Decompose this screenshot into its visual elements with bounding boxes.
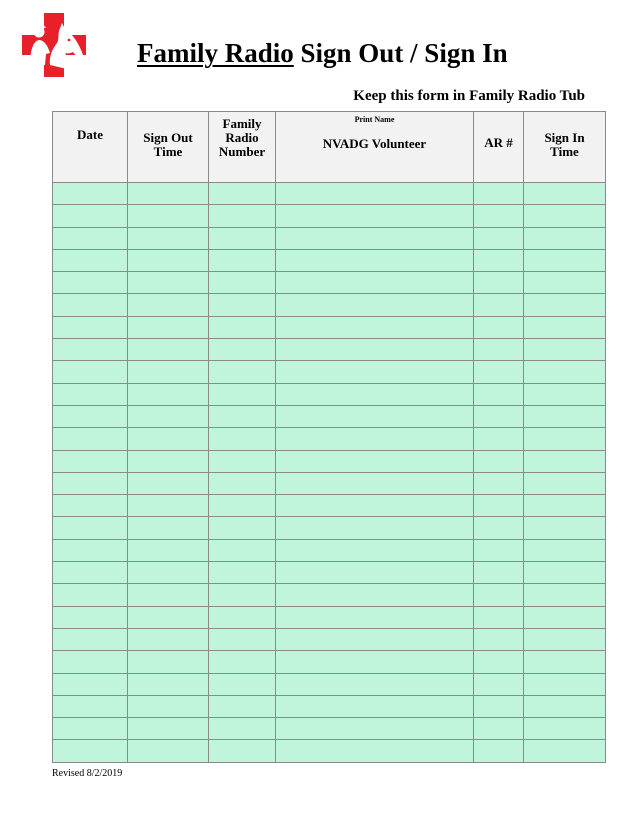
- cell-ar-number[interactable]: [474, 606, 524, 628]
- cell-radio-number[interactable]: [209, 205, 276, 227]
- cell-radio-number[interactable]: [209, 316, 276, 338]
- cell-ar-number[interactable]: [474, 294, 524, 316]
- cell-ar-number[interactable]: [474, 695, 524, 717]
- table-header-row: [53, 112, 606, 183]
- cell-radio-number[interactable]: [209, 227, 276, 249]
- cell-sign-in-time[interactable]: [524, 740, 606, 762]
- table-row: [53, 227, 606, 249]
- cell-sign-out-time[interactable]: [128, 294, 209, 316]
- table-row: [53, 361, 606, 383]
- table-row: [53, 383, 606, 405]
- table-row: [53, 428, 606, 450]
- cell-radio-number[interactable]: [209, 249, 276, 271]
- table-row: [53, 495, 606, 517]
- table-row: [53, 405, 606, 427]
- page-title: [137, 36, 557, 70]
- cell-radio-number[interactable]: [209, 628, 276, 650]
- table-row: [53, 584, 606, 606]
- cell-sign-in-time[interactable]: [524, 249, 606, 271]
- cell-radio-number[interactable]: [209, 495, 276, 517]
- cell-date[interactable]: [53, 562, 128, 584]
- cell-radio-number[interactable]: [209, 539, 276, 561]
- cell-sign-out-time[interactable]: [128, 361, 209, 383]
- table-body: [53, 183, 606, 763]
- cell-radio-number[interactable]: [209, 428, 276, 450]
- cell-ar-number[interactable]: [474, 472, 524, 494]
- cell-sign-out-time[interactable]: [128, 584, 209, 606]
- cell-sign-in-time[interactable]: [524, 673, 606, 695]
- cell-sign-out-time[interactable]: [128, 562, 209, 584]
- cell-volunteer-name[interactable]: [276, 339, 474, 361]
- column-header-date-label: Date: [77, 127, 103, 142]
- cell-date[interactable]: [53, 294, 128, 316]
- cell-ar-number[interactable]: [474, 651, 524, 673]
- cell-sign-out-time[interactable]: [128, 695, 209, 717]
- cell-sign-out-time[interactable]: [128, 227, 209, 249]
- cell-ar-number[interactable]: [474, 740, 524, 762]
- cell-volunteer-name[interactable]: [276, 740, 474, 762]
- cell-volunteer-name[interactable]: [276, 249, 474, 271]
- cell-sign-in-time[interactable]: [524, 428, 606, 450]
- cell-volunteer-name[interactable]: [276, 584, 474, 606]
- cell-date[interactable]: [53, 428, 128, 450]
- cell-ar-number[interactable]: [474, 584, 524, 606]
- cell-ar-number[interactable]: [474, 383, 524, 405]
- cell-ar-number[interactable]: [474, 628, 524, 650]
- cell-ar-number[interactable]: [474, 249, 524, 271]
- column-header-volunteer-label: NVADG Volunteer: [322, 136, 427, 151]
- cell-sign-in-time[interactable]: [524, 339, 606, 361]
- cell-ar-number[interactable]: [474, 361, 524, 383]
- cell-radio-number[interactable]: [209, 339, 276, 361]
- cell-sign-in-time[interactable]: [524, 316, 606, 338]
- cell-sign-out-time[interactable]: [128, 405, 209, 427]
- table-row: [53, 695, 606, 717]
- cell-radio-number[interactable]: [209, 562, 276, 584]
- cell-sign-out-time[interactable]: [128, 628, 209, 650]
- column-header-sign-in-time-label: Time: [550, 144, 579, 159]
- cell-volunteer-name[interactable]: [276, 227, 474, 249]
- cell-date[interactable]: [53, 249, 128, 271]
- cell-volunteer-name[interactable]: [276, 383, 474, 405]
- cell-volunteer-name[interactable]: [276, 428, 474, 450]
- table-row: [53, 740, 606, 762]
- cell-sign-out-time[interactable]: [128, 539, 209, 561]
- cell-date[interactable]: [53, 495, 128, 517]
- cell-sign-in-time[interactable]: [524, 450, 606, 472]
- cell-radio-number[interactable]: [209, 361, 276, 383]
- table-row: [53, 339, 606, 361]
- cell-sign-out-time[interactable]: [128, 495, 209, 517]
- cell-ar-number[interactable]: [474, 495, 524, 517]
- cell-date[interactable]: [53, 405, 128, 427]
- column-header-radio-number: [209, 112, 276, 183]
- table-row: [53, 606, 606, 628]
- cell-radio-number[interactable]: [209, 651, 276, 673]
- cell-sign-in-time[interactable]: [524, 584, 606, 606]
- cell-sign-in-time[interactable]: [524, 562, 606, 584]
- sign-out-table: [52, 111, 606, 763]
- cell-date[interactable]: [53, 695, 128, 717]
- column-header-ar-label: AR #: [484, 135, 513, 150]
- cell-sign-in-time[interactable]: [524, 651, 606, 673]
- cell-volunteer-name[interactable]: [276, 651, 474, 673]
- cell-date[interactable]: [53, 227, 128, 249]
- cell-ar-number[interactable]: [474, 272, 524, 294]
- cell-sign-out-time[interactable]: [128, 249, 209, 271]
- table-row: [53, 651, 606, 673]
- cell-date[interactable]: [53, 606, 128, 628]
- cell-sign-in-time[interactable]: [524, 227, 606, 249]
- table-row: [53, 628, 606, 650]
- title-family-radio: Family Radio: [137, 38, 294, 68]
- cell-sign-out-time[interactable]: [128, 673, 209, 695]
- cell-sign-in-time[interactable]: [524, 695, 606, 717]
- cell-sign-in-time[interactable]: [524, 294, 606, 316]
- cell-sign-out-time[interactable]: [128, 339, 209, 361]
- cell-volunteer-name[interactable]: [276, 450, 474, 472]
- table-row: [53, 539, 606, 561]
- table-row: [53, 450, 606, 472]
- table-row: [53, 562, 606, 584]
- cell-sign-in-time[interactable]: [524, 272, 606, 294]
- cell-radio-number[interactable]: [209, 272, 276, 294]
- cell-ar-number[interactable]: [474, 405, 524, 427]
- cell-sign-in-time[interactable]: [524, 495, 606, 517]
- cell-volunteer-name[interactable]: [276, 562, 474, 584]
- cell-radio-number[interactable]: [209, 472, 276, 494]
- table-row: [53, 718, 606, 740]
- cell-date[interactable]: [53, 651, 128, 673]
- cell-volunteer-name[interactable]: [276, 628, 474, 650]
- cell-radio-number[interactable]: [209, 405, 276, 427]
- cell-date[interactable]: [53, 740, 128, 762]
- cell-ar-number[interactable]: [474, 339, 524, 361]
- cell-radio-number[interactable]: [209, 718, 276, 740]
- cell-sign-in-time[interactable]: [524, 606, 606, 628]
- cell-sign-in-time[interactable]: [524, 205, 606, 227]
- cell-ar-number[interactable]: [474, 562, 524, 584]
- table-row: [53, 316, 606, 338]
- cell-date[interactable]: [53, 539, 128, 561]
- cell-volunteer-name[interactable]: [276, 495, 474, 517]
- cell-radio-number[interactable]: [209, 695, 276, 717]
- cell-ar-number[interactable]: [474, 227, 524, 249]
- cell-volunteer-name[interactable]: [276, 361, 474, 383]
- column-header-sign-in-time: [524, 112, 606, 183]
- cell-date[interactable]: [53, 673, 128, 695]
- cell-sign-out-time[interactable]: [128, 517, 209, 539]
- cell-volunteer-name[interactable]: [276, 294, 474, 316]
- column-header-date: [53, 112, 128, 183]
- cell-date[interactable]: [53, 205, 128, 227]
- cell-ar-number[interactable]: [474, 517, 524, 539]
- table-row: [53, 673, 606, 695]
- cell-radio-number[interactable]: [209, 673, 276, 695]
- cell-ar-number[interactable]: [474, 316, 524, 338]
- cell-volunteer-name[interactable]: [276, 695, 474, 717]
- cell-volunteer-name[interactable]: [276, 205, 474, 227]
- cell-radio-number[interactable]: [209, 183, 276, 205]
- cell-sign-out-time[interactable]: [128, 472, 209, 494]
- cell-volunteer-name[interactable]: [276, 517, 474, 539]
- cell-volunteer-name[interactable]: [276, 673, 474, 695]
- cell-ar-number[interactable]: [474, 205, 524, 227]
- table-row: [53, 249, 606, 271]
- table-row: [53, 472, 606, 494]
- cell-date[interactable]: [53, 339, 128, 361]
- cell-sign-out-time[interactable]: [128, 718, 209, 740]
- cell-radio-number[interactable]: [209, 450, 276, 472]
- cell-sign-in-time[interactable]: [524, 383, 606, 405]
- title-rest: Sign Out / Sign In: [293, 38, 508, 68]
- cell-sign-in-time[interactable]: [524, 183, 606, 205]
- cell-radio-number[interactable]: [209, 294, 276, 316]
- column-header-sign-out-time-label: Time: [153, 144, 183, 159]
- cell-sign-out-time[interactable]: [128, 383, 209, 405]
- cell-sign-out-time[interactable]: [128, 651, 209, 673]
- column-header-print-name-label: Print Name: [354, 115, 395, 124]
- cell-date[interactable]: [53, 383, 128, 405]
- cell-volunteer-name[interactable]: [276, 472, 474, 494]
- cell-radio-number[interactable]: [209, 606, 276, 628]
- cell-sign-in-time[interactable]: [524, 472, 606, 494]
- cell-sign-out-time[interactable]: [128, 740, 209, 762]
- cell-sign-in-time[interactable]: [524, 718, 606, 740]
- cell-sign-in-time[interactable]: [524, 517, 606, 539]
- cell-date[interactable]: [53, 272, 128, 294]
- cell-sign-out-time[interactable]: [128, 316, 209, 338]
- column-header-family-label: Family: [222, 116, 262, 131]
- cell-date[interactable]: [53, 517, 128, 539]
- column-header-sign-out-time: [128, 112, 209, 183]
- cell-sign-out-time[interactable]: [128, 450, 209, 472]
- column-header-number-label: Number: [218, 144, 266, 159]
- cell-radio-number[interactable]: [209, 584, 276, 606]
- cell-date[interactable]: [53, 584, 128, 606]
- cell-volunteer-name[interactable]: [276, 316, 474, 338]
- column-header-sign-in-label: Sign In: [544, 130, 585, 145]
- cell-date[interactable]: [53, 361, 128, 383]
- cell-ar-number[interactable]: [474, 539, 524, 561]
- cell-volunteer-name[interactable]: [276, 539, 474, 561]
- cell-volunteer-name[interactable]: [276, 718, 474, 740]
- table-row: [53, 294, 606, 316]
- subtitle-instruction: Keep this form in Family Radio Tub: [353, 88, 585, 104]
- column-header-volunteer: [276, 112, 474, 183]
- table-row: [53, 517, 606, 539]
- revised-date: Revised 8/2/2019: [52, 768, 123, 779]
- table-row: [53, 183, 606, 205]
- cell-radio-number[interactable]: [209, 383, 276, 405]
- cell-radio-number[interactable]: [209, 740, 276, 762]
- cell-sign-in-time[interactable]: [524, 539, 606, 561]
- red-cross-horse-logo-icon: [22, 13, 86, 77]
- column-header-radio-label: Radio: [225, 130, 259, 145]
- cell-date[interactable]: [53, 718, 128, 740]
- cell-volunteer-name[interactable]: [276, 272, 474, 294]
- cell-ar-number[interactable]: [474, 450, 524, 472]
- cell-sign-out-time[interactable]: [128, 205, 209, 227]
- cell-volunteer-name[interactable]: [276, 606, 474, 628]
- cell-sign-out-time[interactable]: [128, 606, 209, 628]
- cell-ar-number[interactable]: [474, 428, 524, 450]
- table-row: [53, 205, 606, 227]
- cell-date[interactable]: [53, 628, 128, 650]
- cell-sign-in-time[interactable]: [524, 361, 606, 383]
- cell-date[interactable]: [53, 472, 128, 494]
- cell-sign-out-time[interactable]: [128, 183, 209, 205]
- table-row: [53, 272, 606, 294]
- cell-sign-out-time[interactable]: [128, 272, 209, 294]
- cell-sign-in-time[interactable]: [524, 628, 606, 650]
- cell-date[interactable]: [53, 183, 128, 205]
- cell-sign-out-time[interactable]: [128, 428, 209, 450]
- cell-date[interactable]: [53, 450, 128, 472]
- cell-ar-number[interactable]: [474, 673, 524, 695]
- cell-date[interactable]: [53, 316, 128, 338]
- cell-volunteer-name[interactable]: [276, 405, 474, 427]
- cell-ar-number[interactable]: [474, 718, 524, 740]
- cell-ar-number[interactable]: [474, 183, 524, 205]
- column-header-ar-number: [474, 112, 524, 183]
- cell-sign-in-time[interactable]: [524, 405, 606, 427]
- cell-volunteer-name[interactable]: [276, 183, 474, 205]
- column-header-sign-out-label: Sign Out: [143, 130, 193, 145]
- cell-radio-number[interactable]: [209, 517, 276, 539]
